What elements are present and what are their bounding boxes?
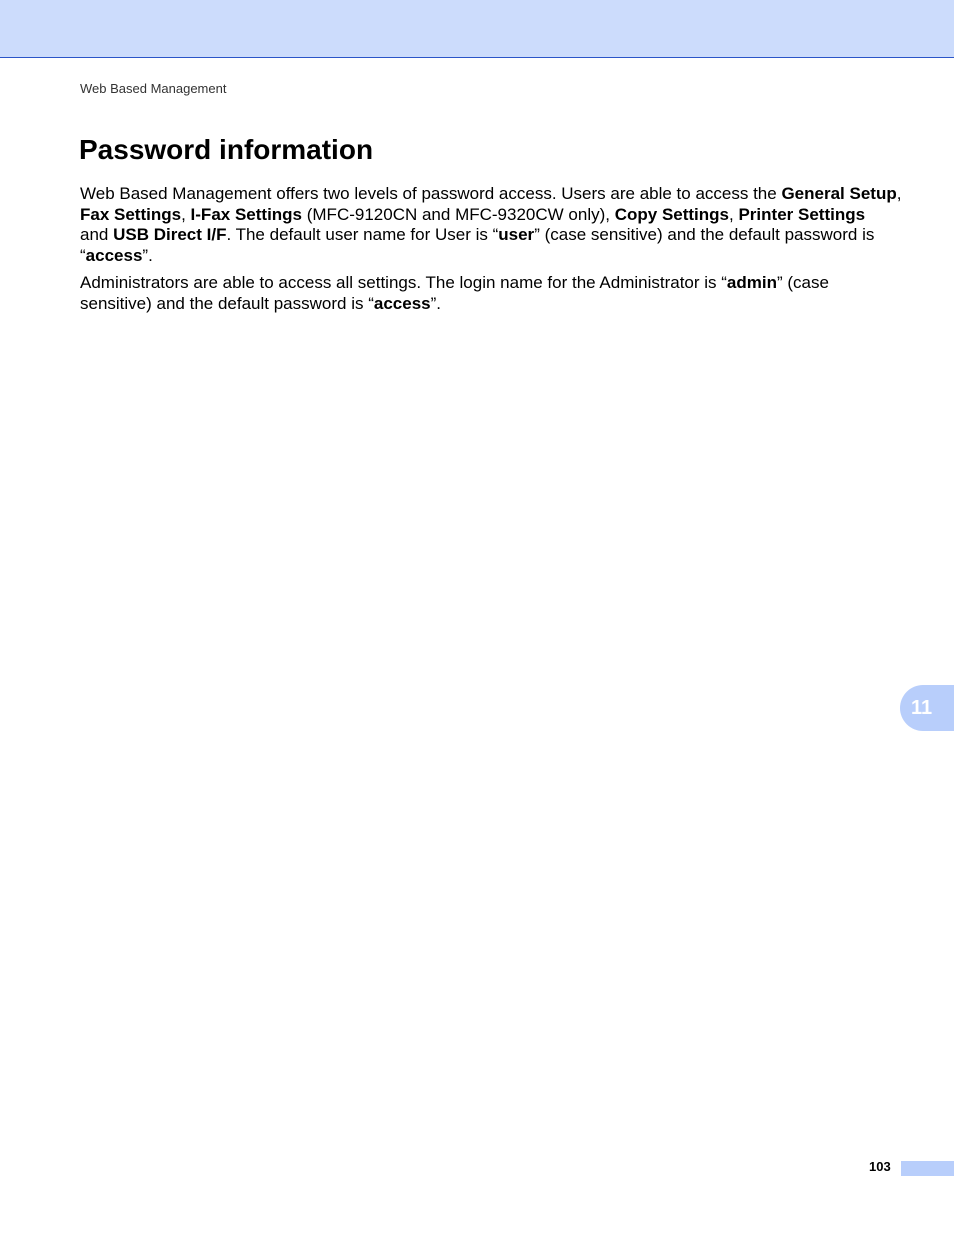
- paragraph-line: [80, 246, 900, 267]
- footer-bar: [901, 1161, 954, 1176]
- text-run: ,: [181, 204, 191, 224]
- copy-settings-term: Copy Settings: [614, 204, 730, 224]
- paragraph-line: [80, 205, 900, 226]
- header-band: [0, 0, 954, 58]
- text-run: sensitive) and the default password is “: [80, 293, 374, 313]
- printer-settings-term: Printer Settings: [738, 204, 866, 224]
- user-name-value: user: [498, 225, 535, 244]
- admin-login-value: admin: [726, 273, 777, 292]
- text-run: ,: [896, 184, 902, 203]
- paragraph-line: [80, 225, 900, 246]
- page-title: Password information: [79, 134, 374, 165]
- text-run: Web Based Management offers two levels of password access. Users are able to access the: [80, 184, 782, 203]
- ifax-settings-term: I-Fax Settings: [190, 204, 303, 224]
- administrator-paragraph: [80, 273, 860, 314]
- text-run: . The default user name for User is “: [226, 225, 499, 244]
- text-run: and: [80, 225, 114, 244]
- text-run: ”.: [430, 293, 441, 313]
- text-run: ”.: [142, 245, 153, 265]
- general-setup-term: General Setup: [781, 184, 897, 203]
- paragraph-line: [80, 184, 900, 205]
- paragraph-line: [80, 294, 860, 315]
- page-number: 103: [869, 1159, 891, 1174]
- text-run: “: [80, 245, 86, 265]
- text-run: (MFC-9120CN and MFC-9320CW only),: [302, 204, 615, 224]
- text-run: ” (case: [776, 273, 829, 292]
- paragraph-line: [80, 273, 860, 294]
- chapter-tab: 11: [900, 685, 954, 731]
- running-header: Web Based Management: [80, 81, 227, 96]
- usb-direct-term: USB Direct I/F: [113, 225, 227, 244]
- user-password-value: access: [85, 245, 143, 265]
- password-access-paragraph: [80, 184, 900, 266]
- text-run: Administrators are able to access all settings. The login name for the Administrator is “: [80, 273, 727, 292]
- admin-password-value: access: [373, 293, 431, 313]
- fax-settings-term: Fax Settings: [80, 204, 182, 224]
- text-run: ,: [729, 204, 739, 224]
- text-run: ” (case sensitive) and the default password is: [534, 225, 875, 244]
